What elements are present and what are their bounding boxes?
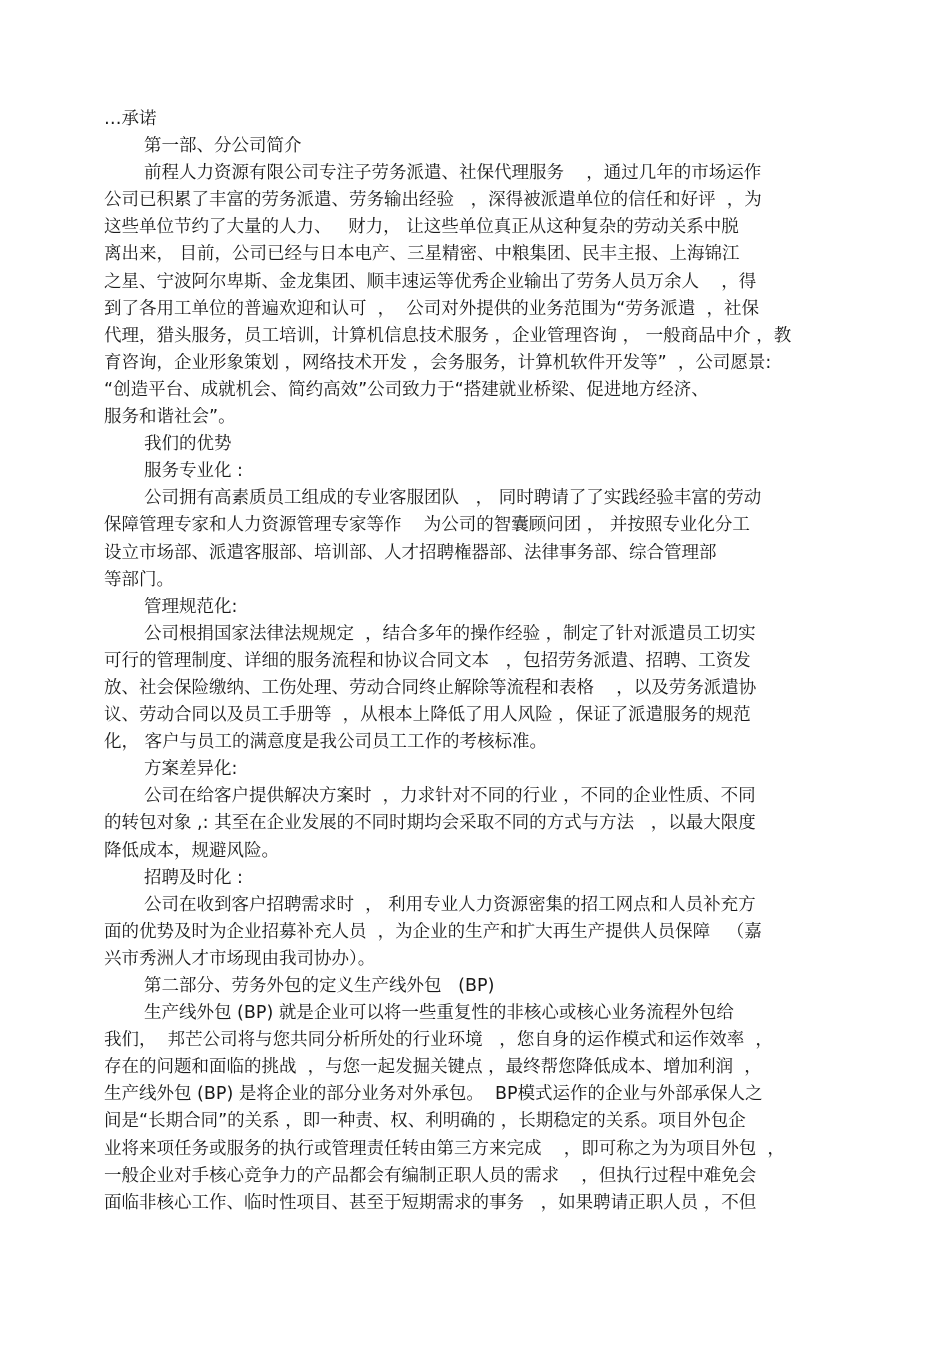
text-line: 第一部、分公司简介 xyxy=(144,136,302,157)
text-line: 方案差异化: xyxy=(144,759,238,780)
text-line: 服务和谐社会”。 xyxy=(104,407,236,428)
text-line: 管理规范化: xyxy=(144,596,238,617)
text-line: 我们， 邦芒公司将与您共同分析所处的行业环境 ，您自身的运作模式和运作效率 ， xyxy=(104,1030,773,1051)
text-line: 面临非核心工作、临时性项目、甚至于短期需求的事务 ，如果聘请正职人员 ，不但 xyxy=(104,1192,757,1213)
text-line: 兴市秀洲人才市场现由我司协办）。 xyxy=(104,948,376,969)
text-line: 前程人力资源有限公司专注子劳务派遣、社保代理服务 ，通过几年的市场运作 xyxy=(144,163,762,184)
text-line: “创造平台、成就机会、简约高效”公司致力于“搭建就业桥梁、促进地方经济、 xyxy=(104,379,709,400)
text-line: 生产线外包 (BP) 就是企业可以将一些重复性的非核心或核心业务流程外包给 xyxy=(144,1003,734,1024)
text-line: 之星、宁波阿尔卑斯、金龙集团、顺丰速运等优秀企业输出了劳务人员万余人 ，得 xyxy=(104,271,757,292)
text-line: 间是“长期合同”的关系 ，即一种责、权、利明确的 ，长期稳定的关系。项目外包企 xyxy=(104,1111,746,1132)
text-line: 公司根捐国家法律法规规定 ，结合多年的操作经验 ，制定了针对派遣员工切实 xyxy=(144,623,756,644)
text-line: 存在的问题和面临的挑战 ，与您一起发掘关键点 ，最终帮您降低成本、增加利润 ， xyxy=(104,1057,762,1078)
text-line: 面的优势及时为企业招募补充人员 ，为企业的生产和扩大再生产提供人员保障 （嘉 xyxy=(104,921,762,942)
text-line: 可行的管理制度、详细的服务流程和协议合同文本 ，包招劳务派遣、招聘、工资发 xyxy=(104,650,751,671)
text-line: 的转包对象 ,: 其至在企业发展的不同时期均会采取不同的方式与方法 ，以最大限度 xyxy=(104,813,756,834)
text-line: 保障管理专家和人力资源管理专家等作 为公司的智囊顾问团 ， 并按照专业化分工 xyxy=(104,515,750,536)
text-line: 降低成本，规避风险。 xyxy=(104,840,279,861)
text-line: 放、社会保险缴纳、工伤处理、劳动合同终止解除等流程和表格 ，以及劳务派遣协 xyxy=(104,677,757,698)
text-line: 到了各用工单位的普遍欢迎和认可 ， 公司对外提供的业务范围为“劳务派遣 ，社保 xyxy=(104,298,759,319)
text-line: 公司拥有高素质员工组成的专业客服团队 ， 同时聘请了了实践经验丰富的劳动 xyxy=(144,488,762,509)
text-line: 我们的优势 xyxy=(144,434,232,455)
text-line: 代理，猎头服务，员工培训，计算机信息技术服务 ，企业管理咨询 ， 一般商品中介 ，教 xyxy=(104,325,792,346)
text-line: 育咨询，企业形象策划 ，网络技术开发 ，会务服务，计算机软件开发等” ，公司愿景: xyxy=(104,352,772,373)
text-line: 第二部分、劳务外包的定义生产线外包 (BP) xyxy=(144,976,495,996)
text-line: 公司已积累了丰富的劳务派遣、劳务输出经验 ，深得被派遣单位的信任和好评 ，为 xyxy=(104,190,762,211)
text-line: 业将来项任务或服务的执行或管理责任转由第三方来完成 ，即可称之为为项目外包 ， xyxy=(104,1138,785,1159)
text-line: 化， 客户与员工的满意度是我公司员工工作的考核标准。 xyxy=(104,732,548,753)
text-line: 等部门。 xyxy=(104,569,174,590)
text-line: 服务专业化 : xyxy=(144,461,243,482)
text-line: 生产线外包 (BP) 是将企业的部分业务对外承包。 BP模式运作的企业与外部承保人之 xyxy=(104,1084,763,1105)
text-line: 议、劳动合同以及员工手册等 ，从根本上降低了用人风险 ，保证了派遣服务的规范 xyxy=(104,705,751,726)
text-line: 公司在给客户提供解决方案时 ，力求针对不同的行业 ，不同的企业性质、不同 xyxy=(144,786,756,807)
document-body xyxy=(104,106,844,1217)
text-line: 招聘及时化 : xyxy=(144,867,243,888)
text-line: 一般企业对手核心竞争力的产品都会有编制正职人员的需求 ，但执行过程中难免会 xyxy=(104,1165,757,1186)
text-line: 设立市场部、派遣客服部、培训部、人才招聘権器部、法律事务部、综合管理部 xyxy=(104,542,717,563)
text-line: 公司在收到客户招聘需求时 ， 利用专业人力资源密集的招工网点和人员补充方 xyxy=(144,894,756,915)
text-line: 这些单位节约了大量的人力、 财力， 让这些单位真正从这种复杂的劳动关系中脱 xyxy=(104,217,739,238)
text-line: 离出来， 目前，公司已经与日本电产、三星精密、中粮集团、民丰主报、上海锦江 xyxy=(104,244,740,265)
text-line: …承诺 xyxy=(104,109,157,129)
